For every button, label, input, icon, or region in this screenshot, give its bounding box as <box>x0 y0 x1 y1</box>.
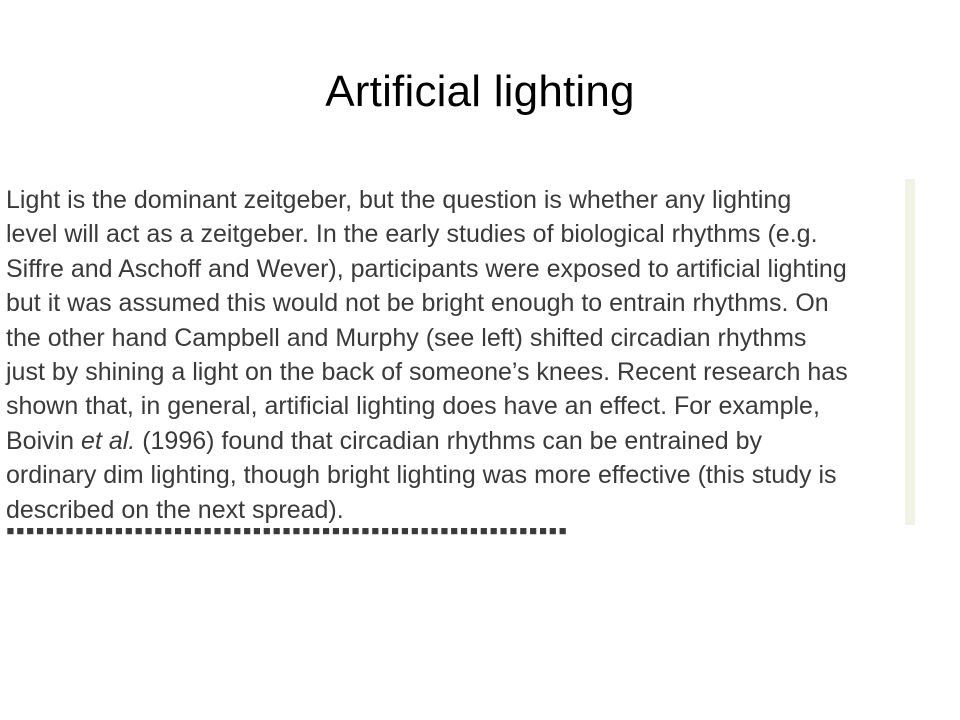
excerpt-line: Siffre and Aschoff and Wever), participants were exposed to artificial lighting <box>6 254 847 283</box>
citation-year: (1996) <box>142 426 215 455</box>
excerpt-line: just by shining a light on the back of someone’s knees. Recent research has <box>6 358 848 387</box>
excerpt-line: ordinary dim lighting, though bright lighting was more effective (this study is <box>6 461 837 490</box>
excerpt-line-citation <box>6 424 911 458</box>
excerpt-line: level will act as a zeitgeber. In the early studies of biological rhythms (e.g. <box>6 220 818 249</box>
slide-title: Artificial lighting <box>325 67 635 116</box>
cropped-next-line: ▪▪▪▪▪▪▪▪▪▪▪▪▪▪▪▪▪▪▪▪▪▪▪▪▪▪▪▪▪▪▪▪▪▪▪▪▪▪▪▪▪▪▪▪▪▪▪▪▪▪▪▪▪▪▪▪▪ <box>6 517 569 545</box>
excerpt-line: but it was assumed this would not be bright enough to entrain rhythms. On <box>6 289 829 318</box>
excerpt-line: shown that, in general, artificial lighting does have an effect. For example, <box>6 392 820 421</box>
excerpt-line-rest: found that circadian rhythms can be entrained by <box>221 426 763 455</box>
excerpt-line: described on the next spread). <box>6 495 344 524</box>
textbook-excerpt-image <box>0 179 915 545</box>
excerpt-line: the other hand Campbell and Murphy (see left) shifted circadian rhythms <box>6 323 807 352</box>
excerpt-paragraph <box>6 183 911 527</box>
citation-author: Boivin <box>6 426 75 455</box>
citation-etal: et al. <box>81 426 136 455</box>
excerpt-line: Light is the dominant zeitgeber, but the question is whether any lighting <box>6 186 792 214</box>
